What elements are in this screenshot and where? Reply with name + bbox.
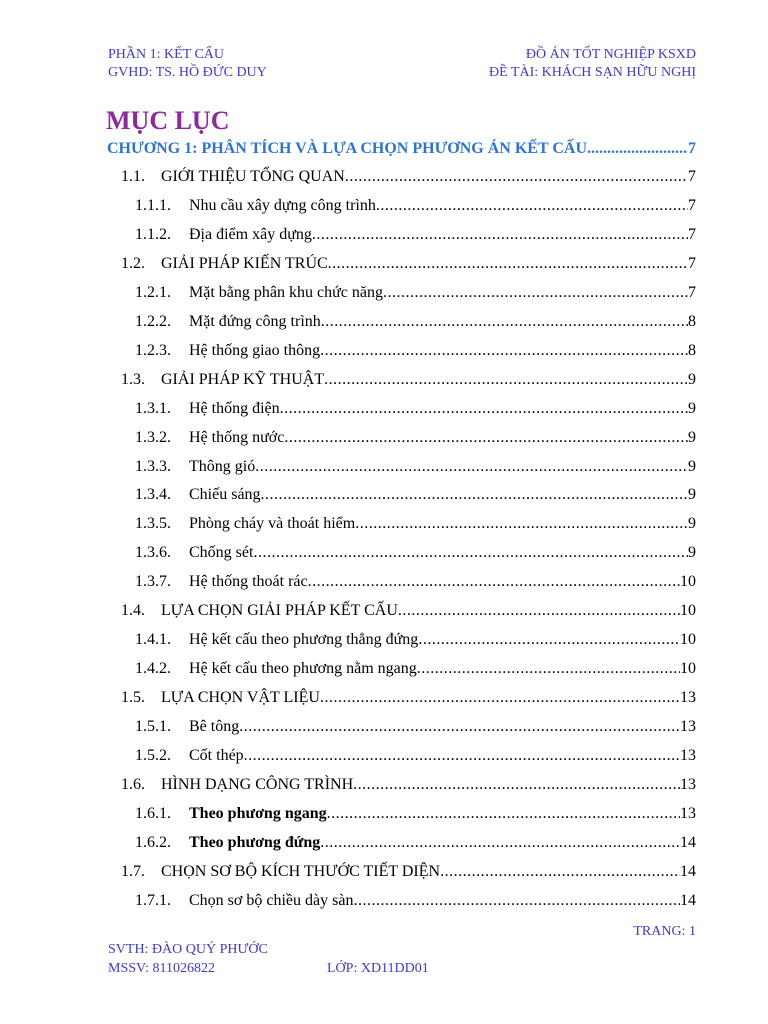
header-advisor: GVHD: TS. HỒ ĐỨC DUY	[108, 65, 267, 80]
toc-leader	[353, 772, 680, 798]
toc-entry-title: Mặt đứng công trình	[189, 312, 321, 330]
toc-entry-title: GIỚI THIỆU TỔNG QUAN	[161, 168, 345, 185]
toc-entry-page: 13	[680, 747, 696, 764]
toc-entry-page: 8	[688, 312, 696, 330]
toc-entry-page: 9	[688, 399, 696, 417]
toc-entry-number: 1.3.7.	[135, 573, 171, 591]
toc-entry-number: 1.2.	[121, 254, 145, 272]
toc-leader	[239, 714, 680, 740]
page-title: MỤC LỤC	[106, 106, 230, 135]
footer-class: LỚP: XD11DD01	[327, 961, 429, 976]
toc-entry-page: 9	[688, 457, 696, 475]
toc-entry[interactable]	[135, 396, 696, 422]
toc-leader	[345, 164, 688, 190]
toc-entry[interactable]	[135, 540, 696, 566]
toc-leader	[328, 251, 688, 277]
toc-entry-title: Hệ thống thoát rác	[189, 573, 308, 591]
toc-entry-title: GIẢI PHÁP KỸ THUẬT	[161, 370, 325, 388]
toc-entry-title: Chọn sơ bộ chiều dày sàn	[189, 891, 354, 909]
toc-entry-number: 1.3.6.	[135, 544, 171, 562]
toc-leader	[587, 138, 688, 160]
toc-entry-number: 1.3.5.	[135, 515, 171, 533]
toc-leader	[320, 338, 688, 364]
toc-entry-page: 9	[688, 544, 696, 562]
toc-entry-number: 1.6.2.	[135, 833, 171, 851]
toc-chapter-page: 7	[688, 140, 696, 157]
toc-entry[interactable]	[135, 280, 696, 306]
toc-leader	[261, 482, 688, 508]
toc-leader	[327, 801, 680, 827]
toc-entry[interactable]	[121, 859, 696, 885]
toc-entry-number: 1.4.	[121, 602, 145, 620]
footer-mssv: MSSV: 811026822	[108, 961, 215, 976]
toc-entry-page: 13	[680, 775, 696, 793]
toc-entry-title: Địa điểm xây dựng	[189, 225, 312, 243]
toc-entry-title: HÌNH DẠNG CÔNG TRÌNH	[161, 775, 354, 793]
toc-entry[interactable]	[135, 193, 696, 219]
toc-entry-number: 1.5.2.	[135, 747, 171, 764]
toc-leader	[398, 598, 680, 624]
toc-leader	[376, 193, 688, 219]
toc-entry[interactable]	[135, 627, 696, 653]
toc-entry[interactable]	[135, 338, 696, 364]
toc-entry[interactable]	[121, 367, 696, 393]
toc-entry-number: 1.6.	[121, 775, 145, 793]
toc-entry-number: 1.3.	[121, 370, 145, 388]
toc-entry-page: 10	[680, 631, 696, 649]
toc-entry-number: 1.3.4.	[135, 486, 171, 504]
toc-leader	[383, 280, 688, 306]
toc-entry-title: Nhu cầu xây dựng công trình	[189, 196, 376, 214]
toc-entry[interactable]	[135, 743, 696, 769]
toc-entry-page: 13	[680, 689, 696, 707]
toc-leader	[353, 888, 680, 914]
toc-entry-number: 1.2.2.	[135, 312, 171, 330]
toc-entry-number: 1.6.1.	[135, 804, 171, 822]
toc-entry-title: Theo phương đứng	[189, 833, 321, 851]
header-project: ĐỒ ÁN TỐT NGHIỆP KSXD	[525, 47, 696, 62]
toc-leader	[280, 396, 688, 422]
header-part: PHẦN 1: KẾT CẤU	[108, 47, 225, 62]
toc-entry-number: 1.7.	[121, 862, 145, 880]
toc-entry-page: 7	[688, 283, 696, 301]
toc-entry-title: Hệ kết cấu theo phương thẳng đứng	[189, 631, 419, 649]
toc-entry[interactable]	[135, 454, 696, 480]
toc-leader	[308, 569, 680, 595]
toc-entry-page: 13	[680, 804, 696, 822]
toc-entry[interactable]	[135, 222, 696, 248]
toc-entry[interactable]	[121, 772, 696, 798]
toc-leader	[284, 425, 688, 451]
toc-leader	[320, 685, 680, 711]
toc-entry-page: 14	[680, 833, 696, 851]
toc-entry[interactable]	[121, 251, 696, 277]
toc-entry-page: 10	[680, 602, 696, 620]
toc-leader	[244, 743, 680, 769]
toc-entry[interactable]	[135, 482, 696, 508]
toc-entry[interactable]	[135, 888, 696, 914]
toc-entry[interactable]	[121, 685, 696, 711]
toc-chapter-label: CHƯƠNG 1: PHÂN TÍCH VÀ LỰA CHỌN PHƯƠNG ÁN KẾT CẤU	[107, 140, 588, 157]
toc-entry-title: Cốt thép	[189, 747, 244, 764]
toc-entry[interactable]	[135, 425, 696, 451]
toc-leader	[324, 367, 688, 393]
toc-leader	[255, 454, 688, 480]
toc-entry-number: 1.4.2.	[135, 660, 171, 678]
toc-entry-title: Mặt bằng phân khu chức năng	[189, 283, 383, 301]
toc-entry-number: 1.3.2.	[135, 428, 171, 446]
toc-entry-title: Hệ thống giao thông	[189, 341, 321, 359]
toc-entry[interactable]	[135, 830, 696, 856]
toc-entry-title: Bê tông	[189, 718, 240, 736]
toc-entry-number: 1.2.1.	[135, 283, 171, 301]
toc-entry-number: 1.2.3.	[135, 341, 171, 359]
toc-leader	[418, 627, 680, 653]
toc-entry[interactable]	[121, 164, 696, 190]
toc-entry-title: Hệ kết cấu theo phương nằm ngang	[189, 660, 417, 678]
toc-entry-number: 1.5.1.	[135, 718, 171, 736]
toc-entry-page: 14	[680, 891, 696, 909]
toc-entry-number: 1.5.	[121, 689, 145, 707]
toc-entry-title: Chống sét	[189, 544, 254, 562]
toc-entry-page: 7	[688, 196, 696, 214]
toc-entry-page: 7	[688, 254, 696, 272]
toc-entry-page: 10	[680, 660, 696, 678]
page-number: TRANG: 1	[633, 924, 696, 939]
toc-entry-number: 1.1.	[121, 168, 145, 185]
toc-entry-page: 9	[688, 370, 696, 388]
toc-leader	[253, 540, 688, 566]
toc-entry-title: CHỌN SƠ BỘ KÍCH THƯỚC TIẾT DIỆN	[161, 862, 441, 880]
toc-entry-title: Theo phương ngang	[189, 804, 327, 822]
toc-entry-number: 1.1.1.	[135, 196, 171, 214]
toc-chapter-1[interactable]	[107, 138, 696, 160]
toc-entry-title: GIẢI PHÁP KIẾN TRÚC	[161, 254, 328, 272]
toc-entry[interactable]	[135, 569, 696, 595]
toc-entry-number: 1.4.1.	[135, 631, 171, 649]
toc-entry-page: 8	[688, 341, 696, 359]
toc-entry-page: 13	[680, 718, 696, 736]
toc-entry-title: Hệ thống nước	[189, 428, 285, 446]
toc-leader	[312, 222, 688, 248]
toc-entry-page: 7	[688, 168, 696, 185]
toc-entry[interactable]	[135, 309, 696, 335]
toc-leader	[355, 511, 688, 537]
toc-entry-page: 9	[688, 486, 696, 504]
toc-entry-number: 1.7.1.	[135, 891, 171, 909]
toc-leader	[320, 830, 680, 856]
toc-entry[interactable]	[135, 511, 696, 537]
toc-entry-page: 9	[688, 515, 696, 533]
toc-entry-number: 1.3.1.	[135, 399, 171, 417]
toc-entry-title: Chiếu sáng	[189, 486, 261, 504]
toc-entry-title: LỰA CHỌN GIẢI PHÁP KẾT CẤU	[161, 602, 398, 620]
toc-entry-page: 7	[688, 225, 696, 243]
toc-entry[interactable]	[135, 714, 696, 740]
toc-leader	[440, 859, 680, 885]
toc-leader	[321, 309, 688, 335]
header-topic: ĐỀ TÀI: KHÁCH SẠN HỮU NGHỊ	[489, 65, 696, 80]
toc-entry-number: 1.1.2.	[135, 225, 171, 243]
toc-entry-page: 10	[680, 573, 696, 591]
toc-entry-title: Thông gió	[189, 457, 256, 475]
toc-entry-page: 14	[680, 862, 696, 880]
toc-leader	[417, 656, 680, 682]
toc-entry[interactable]	[135, 656, 696, 682]
toc-entry-title: LỰA CHỌN VẬT LIỆU	[161, 689, 320, 707]
toc-entry[interactable]	[135, 801, 696, 827]
toc-entry-title: Hệ thống điện	[189, 399, 280, 417]
toc-entry[interactable]	[121, 598, 696, 624]
footer-student: SVTH: ĐÀO QUÝ PHƯỚC	[108, 942, 268, 957]
toc-entry-page: 9	[688, 428, 696, 446]
toc-entry-title: Phòng cháy và thoát hiểm	[189, 515, 356, 533]
toc-entry-number: 1.3.3.	[135, 457, 171, 475]
